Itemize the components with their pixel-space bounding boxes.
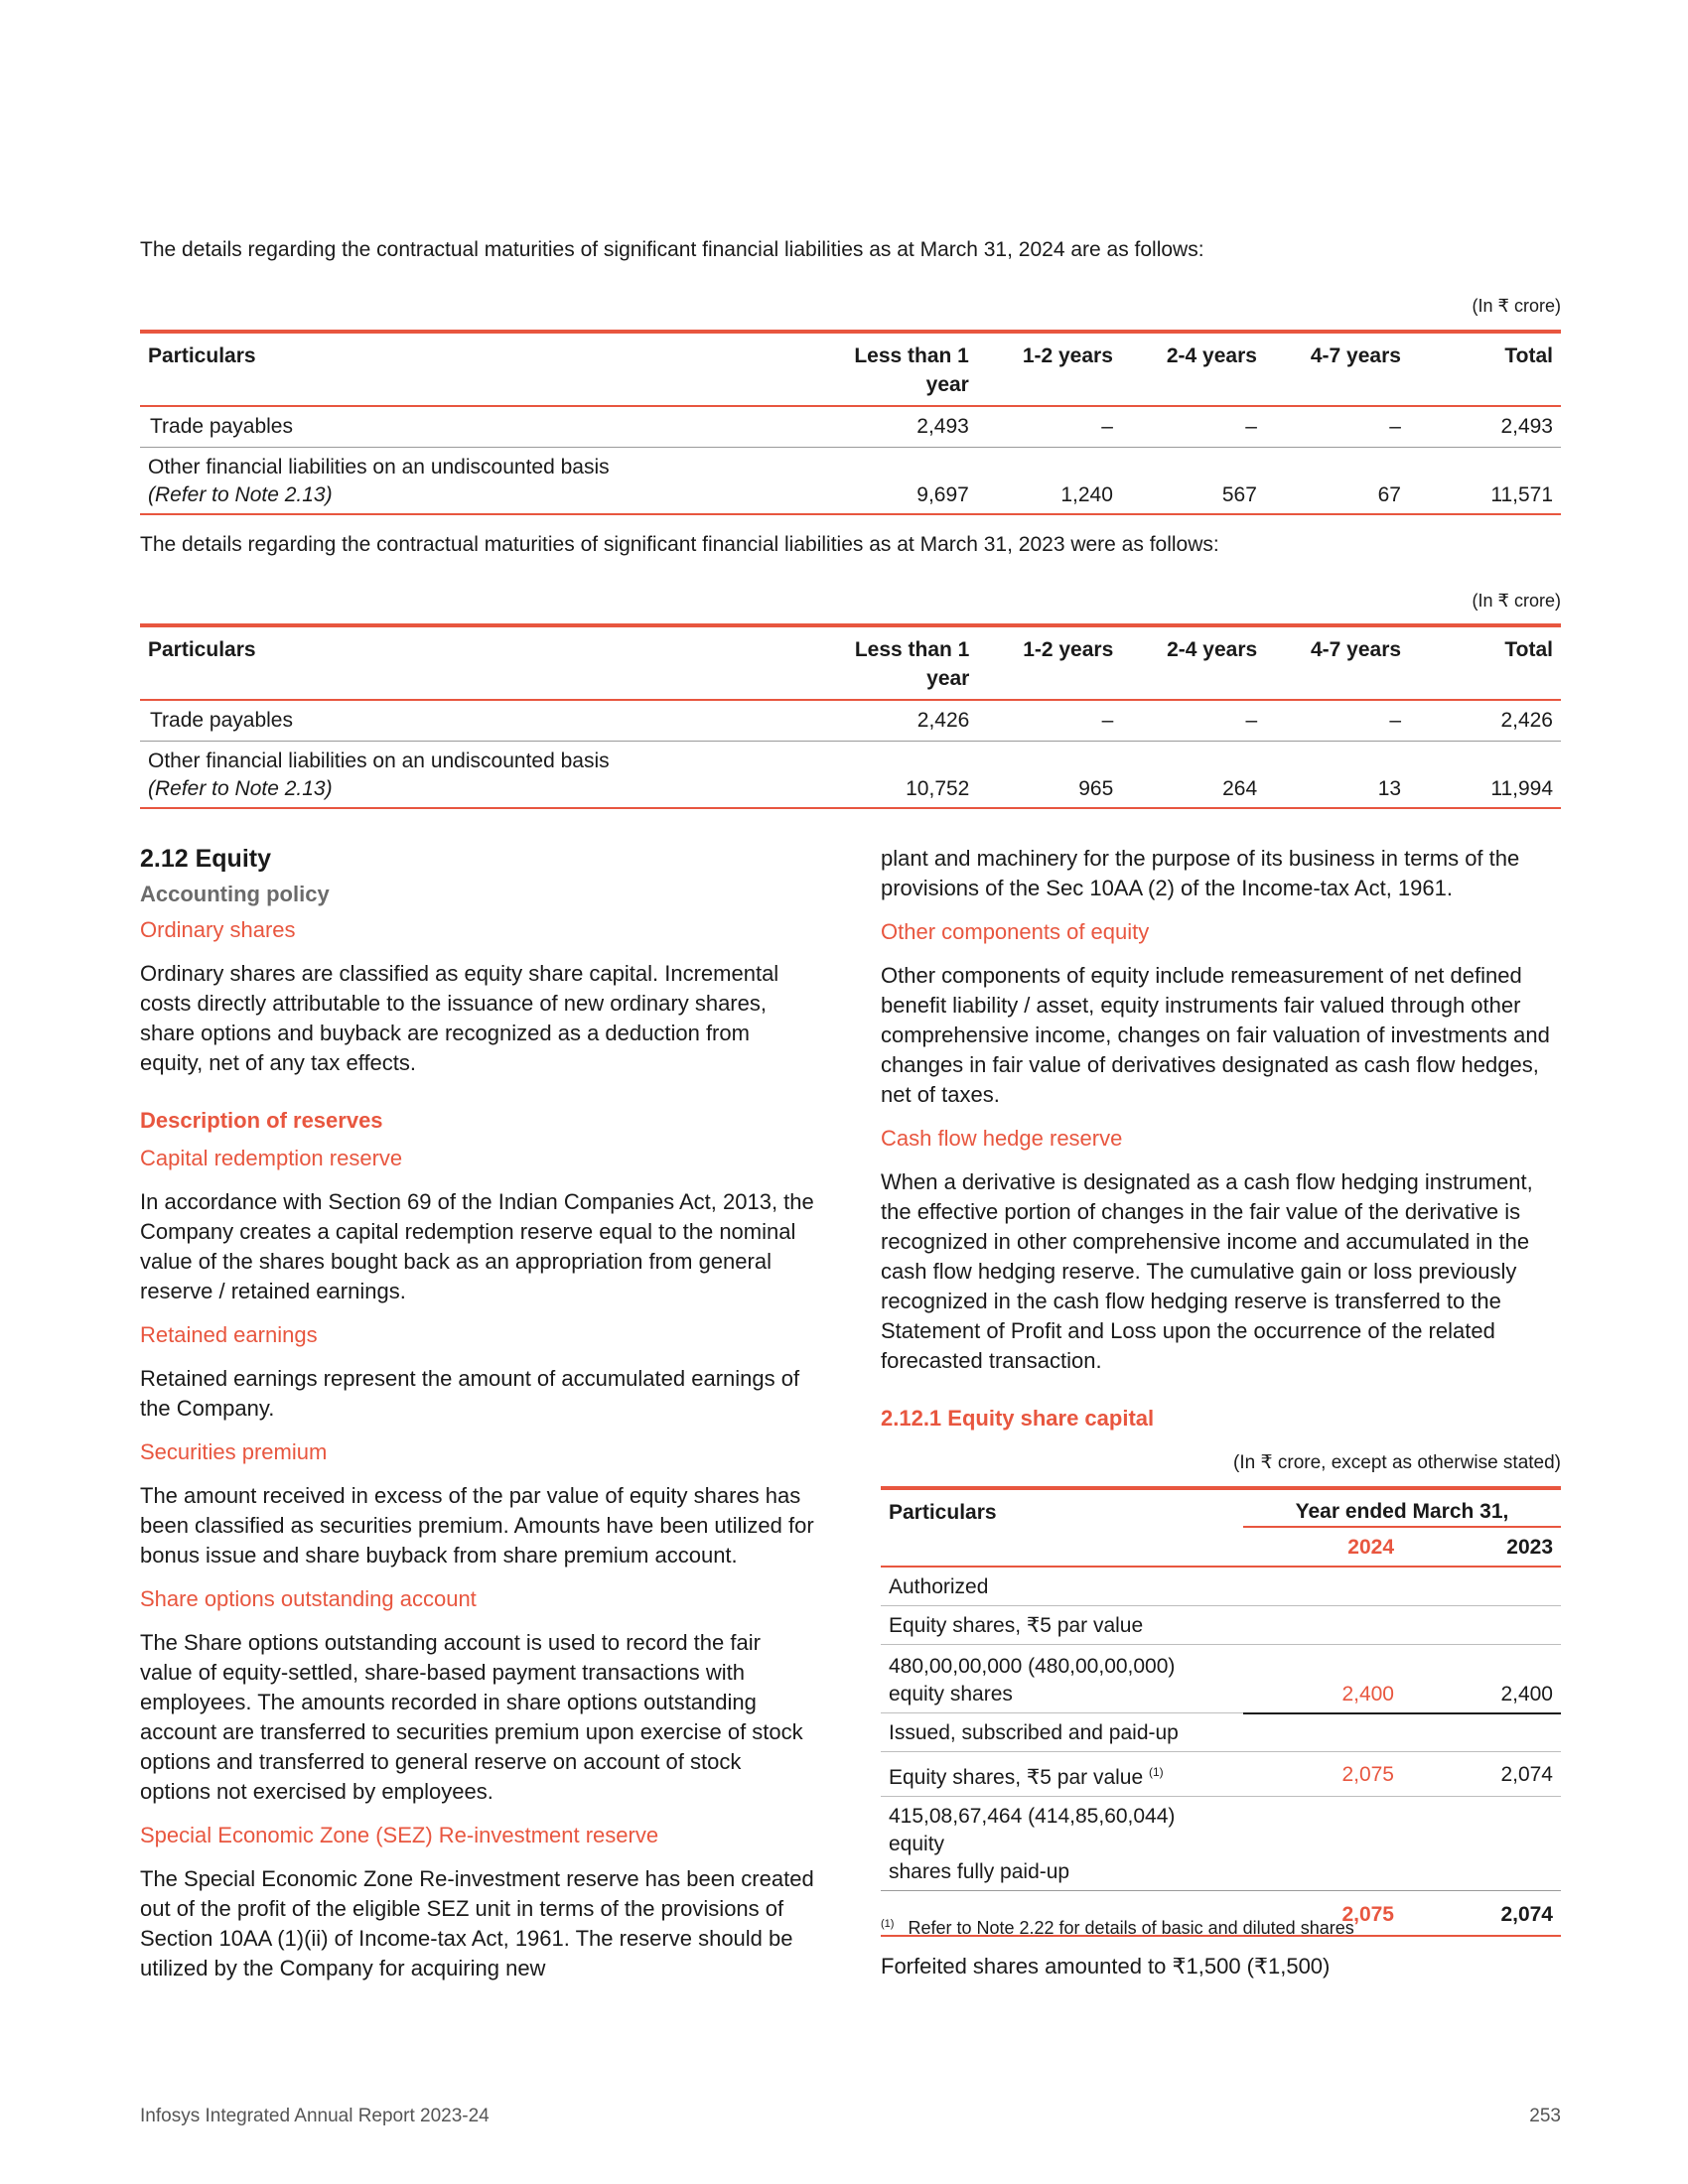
table-row — [881, 1567, 1561, 1606]
securities-premium-text: The amount received in excess of the par value of equity shares has been classified as securities premium. Amounts have been utilized for bonus issue and share buyback from share premium account. — [140, 1483, 814, 1568]
cell-total: 11,994 — [1490, 777, 1553, 800]
cell-1-2: – — [977, 406, 1121, 448]
sez-heading: Special Economic Zone (SEZ) Re-investment reserve — [140, 1823, 659, 1847]
header-total: Total — [1504, 638, 1553, 661]
cell-total: 11,571 — [1490, 483, 1553, 506]
header-particulars: Particulars — [148, 638, 256, 661]
description-of-reserves-heading: Description of reserves — [140, 1108, 383, 1133]
left-column — [140, 844, 815, 1983]
ordinary-shares-heading: Ordinary shares — [140, 917, 296, 942]
cell-4-7: – — [1265, 700, 1409, 742]
header-4-7-years: 4-7 years — [1311, 638, 1402, 661]
forfeited-shares-text: Forfeited shares amounted to ₹1,500 (₹1,500) — [881, 1954, 1331, 1979]
footnote-mark: (1) — [881, 1918, 895, 1930]
sez-text: The Special Economic Zone Re-investment reserve has been created out of the profit of the eligible SEZ unit in terms of the provisions of Section 10AA (1)(ii) of Income-tax Act, 1961. The reserve should be utilized by the Company for acquiring new — [140, 1866, 814, 1980]
table-row — [140, 742, 1561, 809]
cell-less-than-1: 2,426 — [749, 700, 977, 742]
cell-2-4: – — [1121, 406, 1265, 448]
cell-2-4: 567 — [1221, 483, 1257, 506]
capital-redemption-heading: Capital redemption reserve — [140, 1146, 403, 1170]
equity-unit-label: (In ₹ crore, except as otherwise stated) — [1233, 1452, 1561, 1473]
header-1-2-years: 1-2 years — [1022, 344, 1113, 367]
header-less-than-1-year: Less than 1 year — [854, 344, 969, 396]
cell-less-than-1: 2,493 — [750, 406, 977, 448]
cell-4-7: 13 — [1377, 777, 1402, 800]
row-authorized: Authorized — [889, 1575, 989, 1598]
other-components-text: Other components of equity include remeasurement of net defined benefit liability / asset, equity instruments fair valued through other comprehensive income, changes on fair valuation of investments and changes in fair value of derivatives designated as cash flow hedges, net of taxes. — [881, 963, 1550, 1107]
cash-flow-hedge-heading: Cash flow hedge reserve — [881, 1126, 1123, 1151]
cell-1-2: 1,240 — [1060, 483, 1113, 506]
other-components-heading: Other components of equity — [881, 919, 1150, 944]
cell-2-4: 264 — [1222, 777, 1258, 800]
cash-flow-hedge-text: When a derivative is designated as a cash flow hedging instrument, the effective portion of changes in the fair value of the derivative is recognized in other comprehensive income and accumulated in the cash flow hedging reserve. The cumulative gain or loss previously recognized in the cash flow hedging reserve is transferred to the Statement of Profit and Loss upon the occurrence of the related forecasted transaction. — [881, 1169, 1533, 1373]
row-reference: (Refer to Note 2.13) — [148, 777, 333, 800]
table-row — [881, 1752, 1561, 1797]
right-column — [881, 844, 1566, 1433]
header-total: Total — [1504, 344, 1553, 367]
table-row — [140, 406, 1561, 448]
row-reference: (Refer to Note 2.13) — [148, 483, 333, 506]
cell-4-7: 67 — [1377, 483, 1401, 506]
cell-less-than-1: 10,752 — [906, 777, 970, 800]
header-1-2-years: 1-2 years — [1023, 638, 1114, 661]
cell-authorized-2023: 2,400 — [1402, 1645, 1561, 1713]
table-row — [881, 1645, 1561, 1713]
cell-authorized-2024: 2,400 — [1243, 1645, 1402, 1713]
header-2024: 2024 — [1347, 1536, 1394, 1559]
header-2-4-years: 2-4 years — [1166, 344, 1257, 367]
cell-total-2023: 2,074 — [1500, 1903, 1553, 1926]
retained-earnings-text: Retained earnings represent the amount of accumulated earnings of the Company. — [140, 1366, 800, 1421]
capital-redemption-text: In accordance with Section 69 of the Indian Companies Act, 2013, the Company creates a capital redemption reserve equal to the nominal value of the shares bought back as an appropriation from general reserve / retained earnings. — [140, 1189, 814, 1303]
table-row — [881, 1797, 1561, 1891]
cell-4-7: – — [1265, 406, 1409, 448]
cell-issued-2024: 2,075 — [1341, 1763, 1394, 1786]
row-issued-count: 415,08,67,464 (414,85,60,044) equity shares fully paid-up — [889, 1805, 1176, 1883]
section-title: 2.12 Equity — [140, 845, 271, 873]
table-header-years — [881, 1527, 1561, 1567]
cell-1-2: – — [977, 700, 1121, 742]
intro-2024: The details regarding the contractual maturities of significant financial liabilities as at March 31, 2024 are as follows: — [140, 238, 1204, 261]
footnote-marker: (1) — [1149, 1765, 1164, 1779]
securities-premium-heading: Securities premium — [140, 1439, 328, 1464]
cell-issued-2023: 2,074 — [1500, 1763, 1553, 1786]
footer-report-title: Infosys Integrated Annual Report 2023-24 — [140, 2106, 490, 2126]
table-header — [881, 1488, 1561, 1527]
maturity-table-2024 — [140, 330, 1561, 515]
share-options-text: The Share options outstanding account is used to record the fair value of equity-settled, share-based payment transactions with employees. The amounts recorded in share options outstanding account are transferred to securities premium upon exercise of stock options and transferred to general reserve on account of stock options not exercised by employees. — [140, 1630, 803, 1804]
table-header — [140, 332, 1561, 406]
cell-total: 2,426 — [1409, 700, 1561, 742]
table-row — [881, 1606, 1561, 1645]
accounting-policy-heading: Accounting policy — [140, 882, 330, 906]
cell-2-4: – — [1121, 700, 1265, 742]
row-authorized-par: Equity shares, ₹5 par value — [889, 1614, 1144, 1637]
equity-share-capital-heading: 2.12.1 Equity share capital — [881, 1406, 1155, 1431]
row-label: Other financial liabilities on an undiscounted basis (Refer to Note 2.13) — [140, 742, 749, 809]
footnote: $^{(1)}$ Refer to Note 2.22 for details of basic and diluted shares — [881, 1918, 1354, 1938]
unit-label-2024: (In ₹ crore) — [1472, 296, 1561, 316]
cell-less-than-1: 9,697 — [916, 483, 969, 506]
row-label: Trade payables — [140, 406, 750, 448]
row-label: Other financial liabilities on an undiscounted basis (Refer to Note 2.13) — [140, 448, 750, 515]
row-issued: Issued, subscribed and paid-up — [889, 1721, 1179, 1744]
share-options-heading: Share options outstanding account — [140, 1586, 477, 1611]
cell-total-2024: 2,075 — [1341, 1903, 1394, 1926]
unit-label-2023: (In ₹ crore) — [1472, 591, 1561, 611]
page-number: 253 — [1529, 2106, 1561, 2126]
header-particulars: Particulars — [889, 1500, 997, 1524]
header-4-7-years: 4-7 years — [1310, 344, 1401, 367]
header-particulars: Particulars — [148, 344, 256, 367]
header-2-4-years: 2-4 years — [1167, 638, 1258, 661]
header-year-ended: Year ended March 31, — [1243, 1488, 1561, 1527]
sez-continued-text: plant and machinery for the purpose of its business in terms of the provisions of the Sec 10AA (2) of the Income-tax Act, 1961. — [881, 846, 1520, 900]
table-row — [140, 448, 1561, 515]
ordinary-shares-text: Ordinary shares are classified as equity share capital. Incremental costs directly attributable to the issuance of new ordinary shares, share options and buyback are recognized as a deduction from equity, net of any tax effects. — [140, 961, 779, 1075]
table-header — [140, 625, 1561, 700]
cell-1-2: 965 — [1078, 777, 1114, 800]
table-row — [140, 700, 1561, 742]
row-authorized-count: 480,00,00,000 (480,00,00,000) equity shares — [881, 1645, 1243, 1713]
cell-total: 2,493 — [1409, 406, 1561, 448]
table-row — [881, 1713, 1561, 1752]
retained-earnings-heading: Retained earnings — [140, 1322, 318, 1347]
intro-2023: The details regarding the contractual maturities of significant financial liabilities as at March 31, 2023 were as follows: — [140, 533, 1219, 556]
header-2023: 2023 — [1506, 1536, 1553, 1559]
maturity-table-2023 — [140, 623, 1561, 809]
row-issued-par: Equity shares, ₹5 par value $^{(1)}$ — [889, 1765, 1164, 1789]
header-less-than-1-year: Less than 1 year — [854, 638, 970, 690]
row-label: Trade payables — [140, 700, 749, 742]
equity-share-capital-table — [881, 1486, 1561, 1937]
